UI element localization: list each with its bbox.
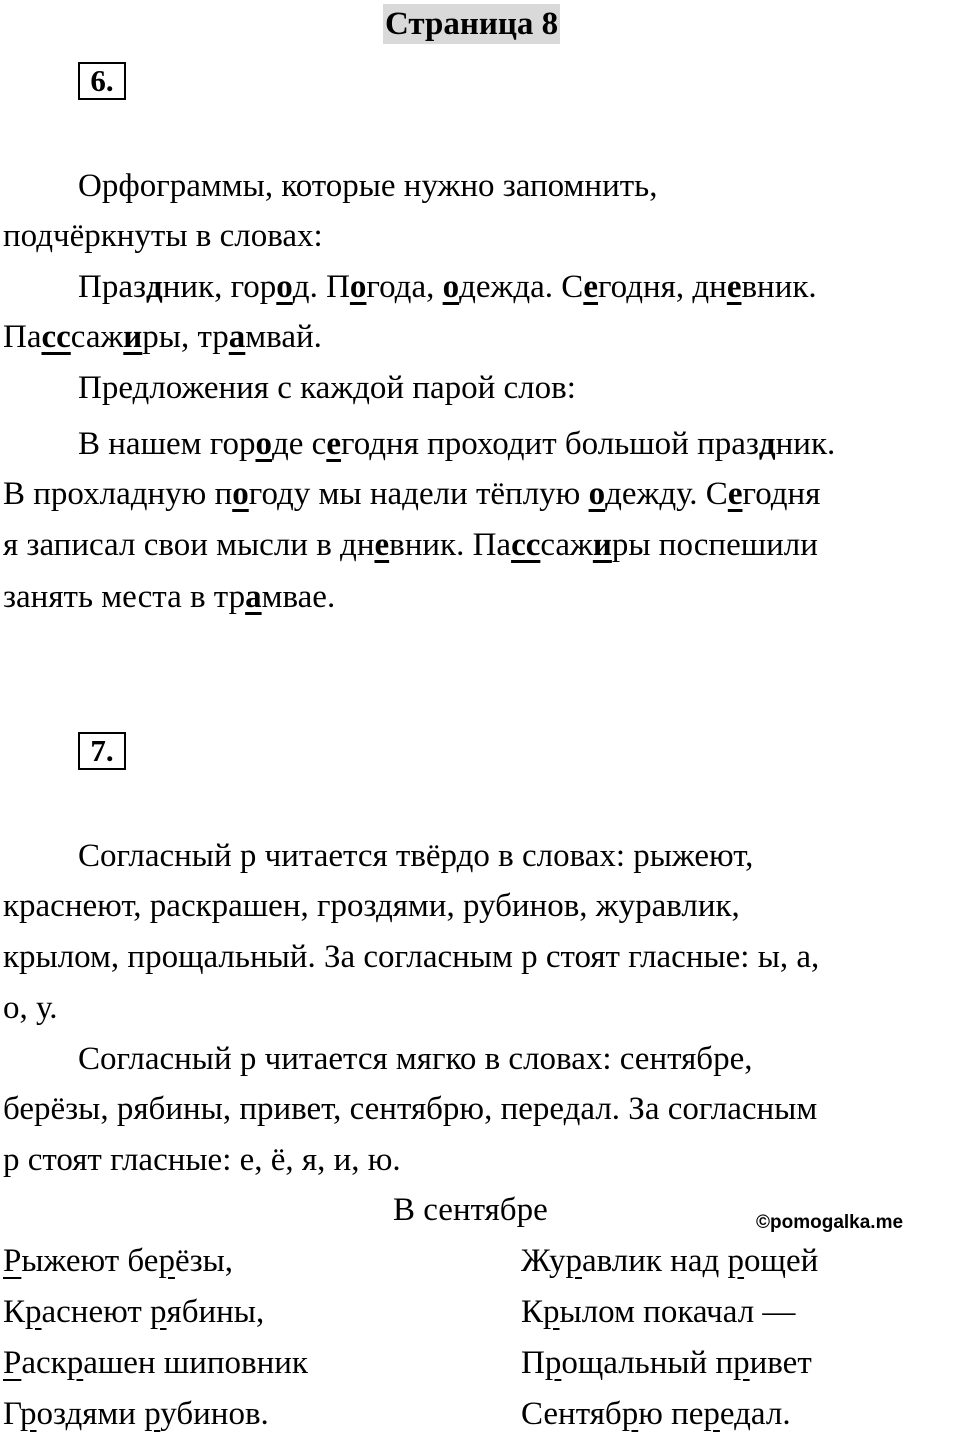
- poem-right-line-2: Крылом покачал —: [521, 1294, 796, 1330]
- task-number-6: 6.: [78, 62, 126, 100]
- task6-sentence-line-1: В нашем городе сегодня проходит большой праздник.: [78, 426, 836, 462]
- task6-sentence-line-2: В прохладную погоду мы надели тёплую одежду. Сегодня: [3, 476, 821, 512]
- task7-line-3: крылом, прощальный. За согласным р стоят гласные: ы, а,: [3, 939, 820, 975]
- task7-line-1: Согласный р читается твёрдо в словах: рыжеют,: [78, 838, 754, 874]
- task6-sentence-line-4: занять места в трамвае.: [3, 579, 336, 615]
- task7-line-7: р стоят гласные: е, ё, я, и, ю.: [3, 1142, 401, 1178]
- poem-left-line-1: Рыжеют берёзы,: [3, 1243, 234, 1279]
- task6-sentence-line-3: я записал свои мысли в дневник. Пасссажиры поспешили: [3, 527, 818, 563]
- poem-left-line-4: Гроздями рубинов.: [3, 1396, 269, 1432]
- task7-line-6: берёзы, рябины, привет, сентябрю, передал. За согласным: [3, 1091, 818, 1127]
- task6-paragraph-1: Орфограммы, которые нужно запомнить,: [78, 168, 658, 204]
- task6-words-line-2: Пасссажиры, трамвай.: [3, 319, 322, 355]
- poem-title: В сентябре: [393, 1192, 548, 1228]
- watermark: ©pomogalka.me: [756, 1212, 904, 1233]
- poem-right-line-3: Прощальный привет: [521, 1345, 812, 1381]
- task7-line-2: краснеют, раскрашен, гроздями, рубинов, журавлик,: [3, 888, 740, 924]
- task-number-7: 7.: [78, 732, 126, 770]
- poem-left-line-2: Краснеют рябины,: [3, 1294, 265, 1330]
- poem-right-line-1: Журавлик над рощей: [521, 1243, 819, 1279]
- page-title: Страница 8: [385, 6, 559, 42]
- poem-left-line-3: Раскрашен шиповник: [3, 1345, 308, 1381]
- task7-line-5: Согласный р читается мягко в словах: сентябре,: [78, 1041, 753, 1077]
- task7-line-4: о, у.: [3, 990, 58, 1026]
- poem-right-line-4: Сентябрю передал.: [521, 1396, 791, 1432]
- task6-paragraph-1-cont: подчёркнуты в словах:: [3, 218, 323, 254]
- task6-paragraph-3: Предложения с каждой парой слов:: [78, 370, 576, 406]
- task6-words-line-1: Праздник, город. Погода, одежда. Сегодня, дневник.: [78, 269, 817, 305]
